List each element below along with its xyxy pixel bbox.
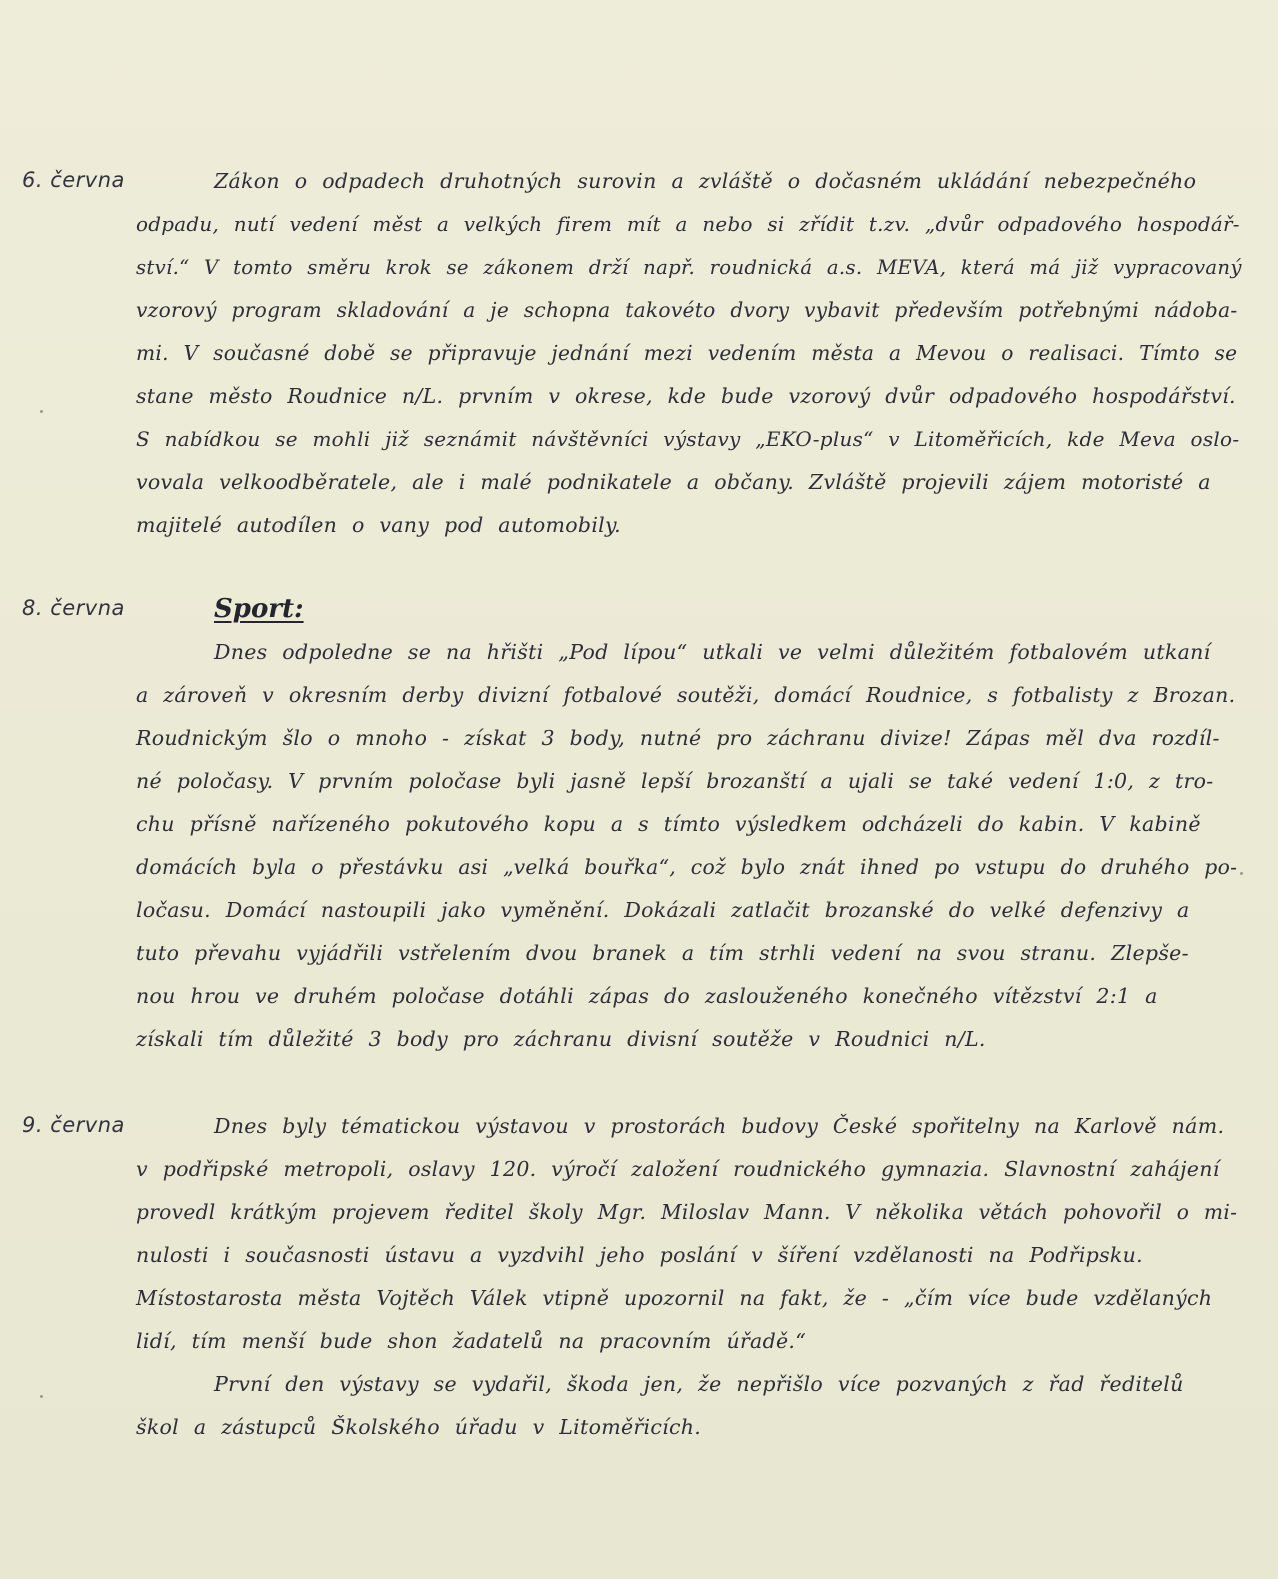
text-line: získali tím důležité 3 body pro záchranu divisní soutěže v Roudnici n/L. <box>136 1027 986 1051</box>
text-line: majitelé autodílen o vany pod automobily. <box>136 513 622 537</box>
text-line: né poločasy. V prvním poločase byli jasně lepší brozanští a ujali se také vedení 1:0, z tro- <box>136 769 1214 793</box>
paper-speck <box>1240 872 1243 875</box>
section-heading: Sport: <box>214 594 304 624</box>
text-line: První den výstavy se vydařil, škoda jen, že nepřišlo více pozvaných z řad ředitelů <box>214 1372 1184 1396</box>
text-line: a zároveň v okresním derby divizní fotbalové soutěži, domácí Roudnice, s fotbalisty z Brozan. <box>136 683 1236 707</box>
text-line: lidí, tím menší bude shon žadatelů na pracovním úřadě.“ <box>136 1329 807 1353</box>
text-line: domácích byla o přestávku asi „velká bouřka“, což bylo znát ihned po vstupu do druhého po- <box>136 855 1238 879</box>
text-line: Roudnickým šlo o mnoho - získat 3 body, nutné pro záchranu divize! Zápas měl dva rozdíl- <box>136 726 1220 750</box>
text-line: Dnes odpoledne se na hřišti „Pod lípou“ utkali ve velmi důležitém fotbalovém utkaní <box>214 640 1211 664</box>
entry-date: 8. června <box>22 596 125 620</box>
text-line: ství.“ V tomto směru krok se zákonem drží např. roudnická a.s. MEVA, která má již vypracovaný <box>136 256 1242 279</box>
text-line: chu přísně nařízeného pokutového kopu a s tímto výsledkem odcházeli do kabin. V kabině <box>136 812 1201 836</box>
text-line: nou hrou ve druhém poločase dotáhli zápas do zaslouženého konečného vítězství 2:1 a <box>136 984 1158 1008</box>
text-line: stane město Roudnice n/L. prvním v okrese, kde bude vzorový dvůr odpadového hospodářství. <box>136 384 1236 408</box>
text-line: vzorový program skladování a je schopna takovéto dvory vybavit především potřebnými nádoba- <box>136 298 1238 322</box>
text-line: mi. V současné době se připravuje jednání mezi vedením města a Mevou o realisaci. Tímto se <box>136 341 1238 365</box>
paper-speck <box>40 1395 43 1398</box>
text-line: provedl krátkým projevem ředitel školy Mgr. Miloslav Mann. V několika větách pohovořil o mi- <box>136 1200 1238 1224</box>
entry-text <box>136 1105 1238 1449</box>
text-line: škol a zástupců Školského úřadu v Litoměřicích. <box>136 1415 702 1439</box>
text-line: v podřipské metropoli, oslavy 120. výročí založení roudnického gymnazia. Slavnostní zahájení <box>136 1157 1220 1181</box>
entry-text <box>136 160 1242 547</box>
text-line: odpadu, nutí vedení měst a velkých firem mít a nebo si zřídit t.zv. „dvůr odpadového hospodář- <box>136 213 1240 236</box>
text-line: vovala velkoodběratele, ale i malé podnikatele a občany. Zvláště projevili zájem motoristé a <box>136 470 1211 494</box>
text-line: nulosti i současnosti ústavu a vyzdvihl jeho poslání v šíření vzdělanosti na Podřipsku. <box>136 1243 1143 1267</box>
paper-speck <box>40 410 43 413</box>
entry-date: 6. června <box>22 168 125 192</box>
text-line: ločasu. Domácí nastoupili jako vyměnění. Dokázali zatlačit brozanské do velké defenzivy a <box>136 898 1190 922</box>
text-line: tuto převahu vyjádřili vstřelením dvou branek a tím strhli vedení na svou stranu. Zlepše- <box>136 941 1189 965</box>
entry-text <box>136 588 1238 1061</box>
text-line: Zákon o odpadech druhotných surovin a zvláště o dočasném ukládání nebezpečného <box>214 169 1197 193</box>
text-line: Místostarosta města Vojtěch Válek vtipně upozornil na fakt, že - „čím více bude vzdělaných <box>136 1286 1213 1310</box>
text-line: Dnes byly tématickou výstavou v prostorách budovy České spořitelny na Karlově nám. <box>214 1114 1225 1138</box>
text-line: S nabídkou se mohli již seznámit návštěvníci výstavy „EKO-plus“ v Litoměřicích, kde Meva oslo- <box>136 427 1240 451</box>
entry-date: 9. června <box>22 1113 125 1137</box>
